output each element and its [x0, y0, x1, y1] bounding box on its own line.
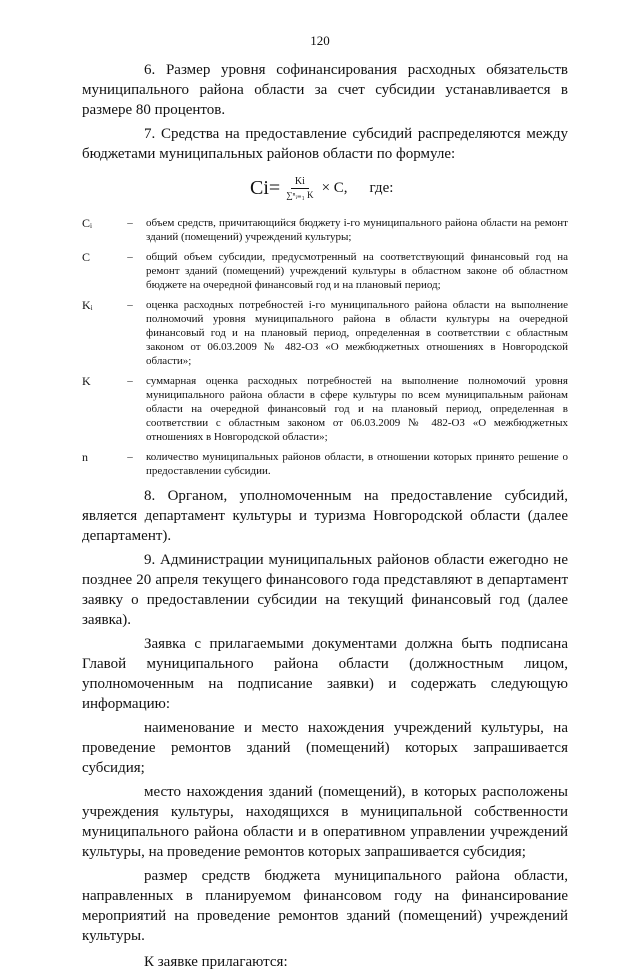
paragraph-attachments-heading: К заявке прилагаются:	[144, 954, 288, 970]
document-body	[82, 60, 568, 976]
definition-dash: –	[127, 217, 133, 229]
definition-text: общий объем субсидии, предусмотренный на соответствующий финансовый год на ремонт зданий (помещений) учреждений культуры в областном законе об областном бюджете на очередной финансовый год и на плановый период;	[146, 251, 568, 291]
definition-symbol: Kᵢ	[82, 298, 93, 312]
definition-row	[82, 216, 568, 244]
paragraph-item-name-location: наименование и место нахождения учреждений культуры, на проведение ремонтов зданий (помещений) которых запрашивается субсидия;	[82, 720, 568, 776]
definition-text: суммарная оценка расходных потребностей на выполнение полномочий уровня муниципального района области в сфере культуры по всем муниципальным районам области на очередной финансовый год и на плановый период, определенная в соответствии с областным законом от 06.03.2009 № 482-ОЗ «О межбюджетных отношениях в Новгородской области»;	[146, 375, 568, 443]
paragraph-item-building-location: место нахождения зданий (помещений), в которых расположены учреждения культуры, находящихся в муниципальной собственности муниципального района области и в оперативном управлении учреждений культуры, на проведение ремонтов которых запрашивается субсидия;	[82, 784, 568, 860]
paragraph-6: 6. Размер уровня софинансирования расходных обязательств муниципального района области за счет субсидии устанавливается в размере 80 процентов.	[82, 62, 568, 118]
definition-dash: –	[127, 299, 133, 311]
distribution-formula	[250, 168, 568, 208]
definition-symbol: Cᵢ	[82, 216, 92, 230]
definition-text: объем средств, причитающийся бюджету i-го муниципального района области на ремонт зданий (помещений) учреждений культуры;	[146, 217, 568, 243]
formula-multiplier: × С,	[321, 179, 348, 196]
definition-dash: –	[127, 251, 133, 263]
page-number: 120	[310, 33, 330, 48]
definition-row	[82, 298, 568, 368]
definition-text: количество муниципальных районов области, в отношении которых принято решение о предоставлении субсидии.	[146, 451, 568, 477]
definition-row	[82, 250, 568, 292]
paragraph-application-signature: Заявка с прилагаемыми документами должна быть подписана Главой муниципального района области (должностным лицом, уполномоченным на подписание заявки) и содержать следующую информацию:	[82, 636, 568, 712]
formula-numerator: Ki	[291, 176, 309, 189]
paragraph-8: 8. Органом, уполномоченным на предоставление субсидий, является департамент культуры и туризма Новгородской области (далее департамент).	[82, 488, 568, 544]
formula-fraction	[284, 176, 315, 201]
definition-row	[82, 450, 568, 478]
formula-where: где:	[369, 179, 394, 196]
paragraph-9: 9. Администрации муниципальных районов области ежегодно не позднее 20 апреля текущего финансового года представляют в департамент заявку о предоставлении субсидии на текущий финансовый год (далее заявка).	[82, 552, 568, 628]
definition-row	[82, 374, 568, 444]
formula-denominator: ∑ⁿᵢ₌₁ K	[286, 189, 314, 200]
paragraph-item-budget-size: размер средств бюджета муниципального района области, направленных в планируемом финансовом году на финансирование мероприятий на проведение ремонтов зданий (помещений) учреждений культуры.	[82, 868, 568, 944]
definition-symbol: С	[82, 250, 91, 264]
definition-dash: –	[127, 451, 133, 463]
definition-symbol: K	[82, 374, 91, 388]
definition-text: оценка расходных потребностей i-го муниципального района области на выполнение полномочий уровня муниципального района в области культуры на очередной финансовый год и на плановый период, определенная в соответствии с областным законом от 06.03.2009 № 482-ОЗ «О межбюджетных отношениях в Новгородской области»;	[146, 299, 568, 367]
definition-dash: –	[127, 375, 133, 387]
paragraph-7: 7. Средства на предоставление субсидий распределяются между бюджетами муниципальных районов области по формуле:	[82, 126, 568, 162]
definition-symbol: n	[82, 450, 88, 464]
definitions-list	[82, 216, 568, 478]
formula-lhs: Ci=	[250, 176, 281, 199]
